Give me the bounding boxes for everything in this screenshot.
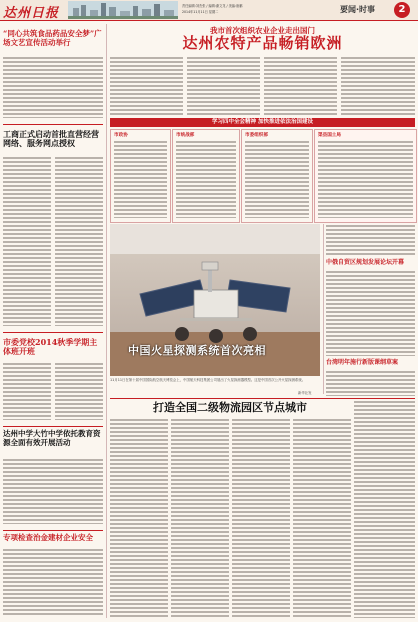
photo-caption-overlay: 中国火星探测系统首次亮相 <box>128 344 266 357</box>
study-column-title: 市统战部 <box>176 133 195 138</box>
masthead-info-1: 责任编辑:刘杰张 / 编辑:谢文龙 / 美编:唐鹏 <box>182 4 243 8</box>
study-banner: 学习四中全会精神 加快推进依法治国建设 <box>110 118 415 127</box>
article-headline: 达州中学大竹中学依托教育资源全面有效开展活动 <box>3 429 101 447</box>
study-box <box>172 129 240 223</box>
article-body <box>326 370 415 396</box>
photo-caption: 11月11日在第十届中国国际航空航天博览会上，中国航天科技集团公司展出了火星探测器模型。这是中国首次公开火星探测系统。 <box>110 378 306 382</box>
article-headline: 工商正式启动首批直营经营网络、服务网点授权 <box>3 130 99 149</box>
mars-rover-photo <box>110 224 320 376</box>
study-box <box>241 129 313 223</box>
bottom-headline: 打造全国二级物流园区节点城市 <box>153 401 307 414</box>
article-body <box>3 548 103 616</box>
study-column-body <box>245 140 309 218</box>
column-rule <box>323 224 324 394</box>
article-body <box>3 362 51 420</box>
bottom-body <box>293 418 351 618</box>
masthead <box>0 0 418 21</box>
article-headline: “同心共筑食品药品安全梦”广场文艺宣传活动举行 <box>3 29 102 47</box>
photo-credit: 新华社发 <box>298 391 312 395</box>
page-number-badge: 2 <box>394 2 410 18</box>
article-body <box>55 362 103 420</box>
article-headline: 专项检查治金建材企业安全 <box>3 533 93 542</box>
article-body <box>55 156 103 326</box>
section-label: 要闻·时事 <box>340 5 376 14</box>
study-column-body <box>176 140 236 218</box>
article-body <box>3 56 103 118</box>
article-headline: 中俄自贸区规划发展论坛开幕 <box>326 259 405 266</box>
bottom-body <box>171 418 229 618</box>
article-body <box>3 156 51 326</box>
divider <box>3 332 103 333</box>
left-column <box>3 24 103 618</box>
section-divider <box>110 398 415 399</box>
column-rule <box>106 24 107 618</box>
lead-kicker: 我市首次组织农业企业走出国门 <box>210 26 315 35</box>
study-box <box>314 129 417 223</box>
lead-body <box>264 56 337 116</box>
study-column-title: 市政协 <box>114 133 128 138</box>
divider <box>3 530 103 531</box>
lead-body <box>341 56 415 116</box>
divider <box>3 124 103 125</box>
article-headline: 台湾明年施行新版课纲草案 <box>326 359 399 366</box>
bottom-body <box>110 418 168 618</box>
lead-body <box>110 56 183 116</box>
study-box <box>110 129 171 223</box>
article-headline: 市委党校2014秋季学期主体班开班 <box>3 337 98 357</box>
lead-headline: 达州农特产品畅销欧洲 <box>182 34 343 52</box>
masthead-info-2: 2014年11月11日 星期二 <box>182 10 219 14</box>
study-column-body <box>114 140 167 218</box>
study-column-title: 渠县国土局 <box>318 133 341 138</box>
divider <box>3 426 103 427</box>
skyline-image <box>68 1 178 19</box>
bottom-body <box>232 418 290 618</box>
lead-body <box>187 56 260 116</box>
study-column-body <box>318 140 413 218</box>
article-body <box>326 270 415 356</box>
article-body <box>3 458 103 524</box>
right-column-body <box>326 224 415 256</box>
bottom-body <box>354 400 415 618</box>
study-column-title: 市委组织部 <box>245 133 268 138</box>
masthead-logo: 达州日报 <box>3 6 60 21</box>
